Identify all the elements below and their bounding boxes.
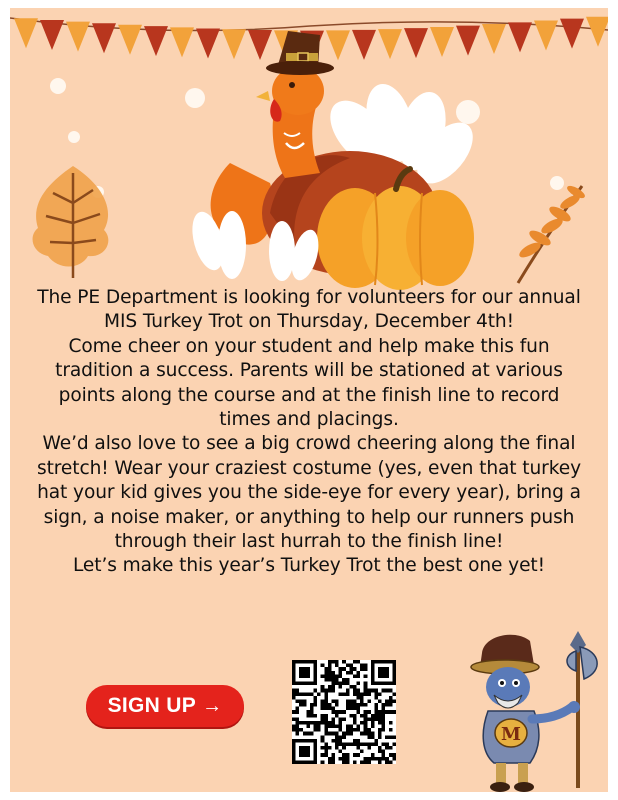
body-line: Come cheer on your student and help make this fun: [68, 335, 550, 357]
pennant-flag: [66, 22, 90, 52]
body-line: hat your kid gives you the side-eye for every year), bring a: [37, 482, 581, 504]
body-line: times and placings.: [219, 409, 399, 431]
sign-up-button[interactable]: [86, 685, 244, 727]
body-line: We’d also love to see a big crowd cheering along the final: [42, 433, 576, 455]
body-line: points along the course and at the finish line to record: [58, 384, 560, 406]
turkey-with-pumpkin-illustration: [160, 13, 490, 298]
pennant-flag: [534, 21, 558, 51]
pennant-flag: [92, 23, 116, 53]
conquistador-mascot-illustration: [460, 623, 608, 792]
snow-dot: [68, 131, 80, 143]
autumn-leaf-icon: [18, 158, 128, 288]
pennant-flag: [118, 25, 142, 55]
flyer: [10, 8, 608, 792]
body-line: The PE Department is looking for volunteers for our annual: [37, 287, 581, 308]
body-line: sign, a noise maker, or anything to help our runners push: [43, 506, 575, 528]
mascot-monogram: M: [501, 724, 521, 745]
pennant-flag: [40, 20, 64, 50]
pennant-flag: [586, 17, 608, 47]
snow-dot: [50, 78, 66, 94]
sign-up-label: SIGN UP: [107, 694, 197, 717]
pennant-flag: [560, 19, 584, 49]
pennant-flag: [508, 22, 532, 52]
announcement-text: [10, 286, 608, 579]
pennant-flag: [14, 18, 38, 48]
body-line: Let’s make this year’s Turkey Trot the best one yet!: [73, 555, 545, 577]
body-line: MIS Turkey Trot on Thursday, December 4th!: [104, 311, 514, 333]
arrow-right-icon: →: [202, 694, 223, 717]
autumn-branch-icon: [500, 178, 595, 288]
body-line: stretch! Wear your craziest costume (yes, even that turkey: [37, 457, 581, 479]
qr-code-icon[interactable]: [292, 660, 396, 764]
body-line: through their last hurrah to the finish line!: [114, 531, 504, 553]
body-line: tradition a success. Parents will be stationed at various: [55, 360, 563, 382]
